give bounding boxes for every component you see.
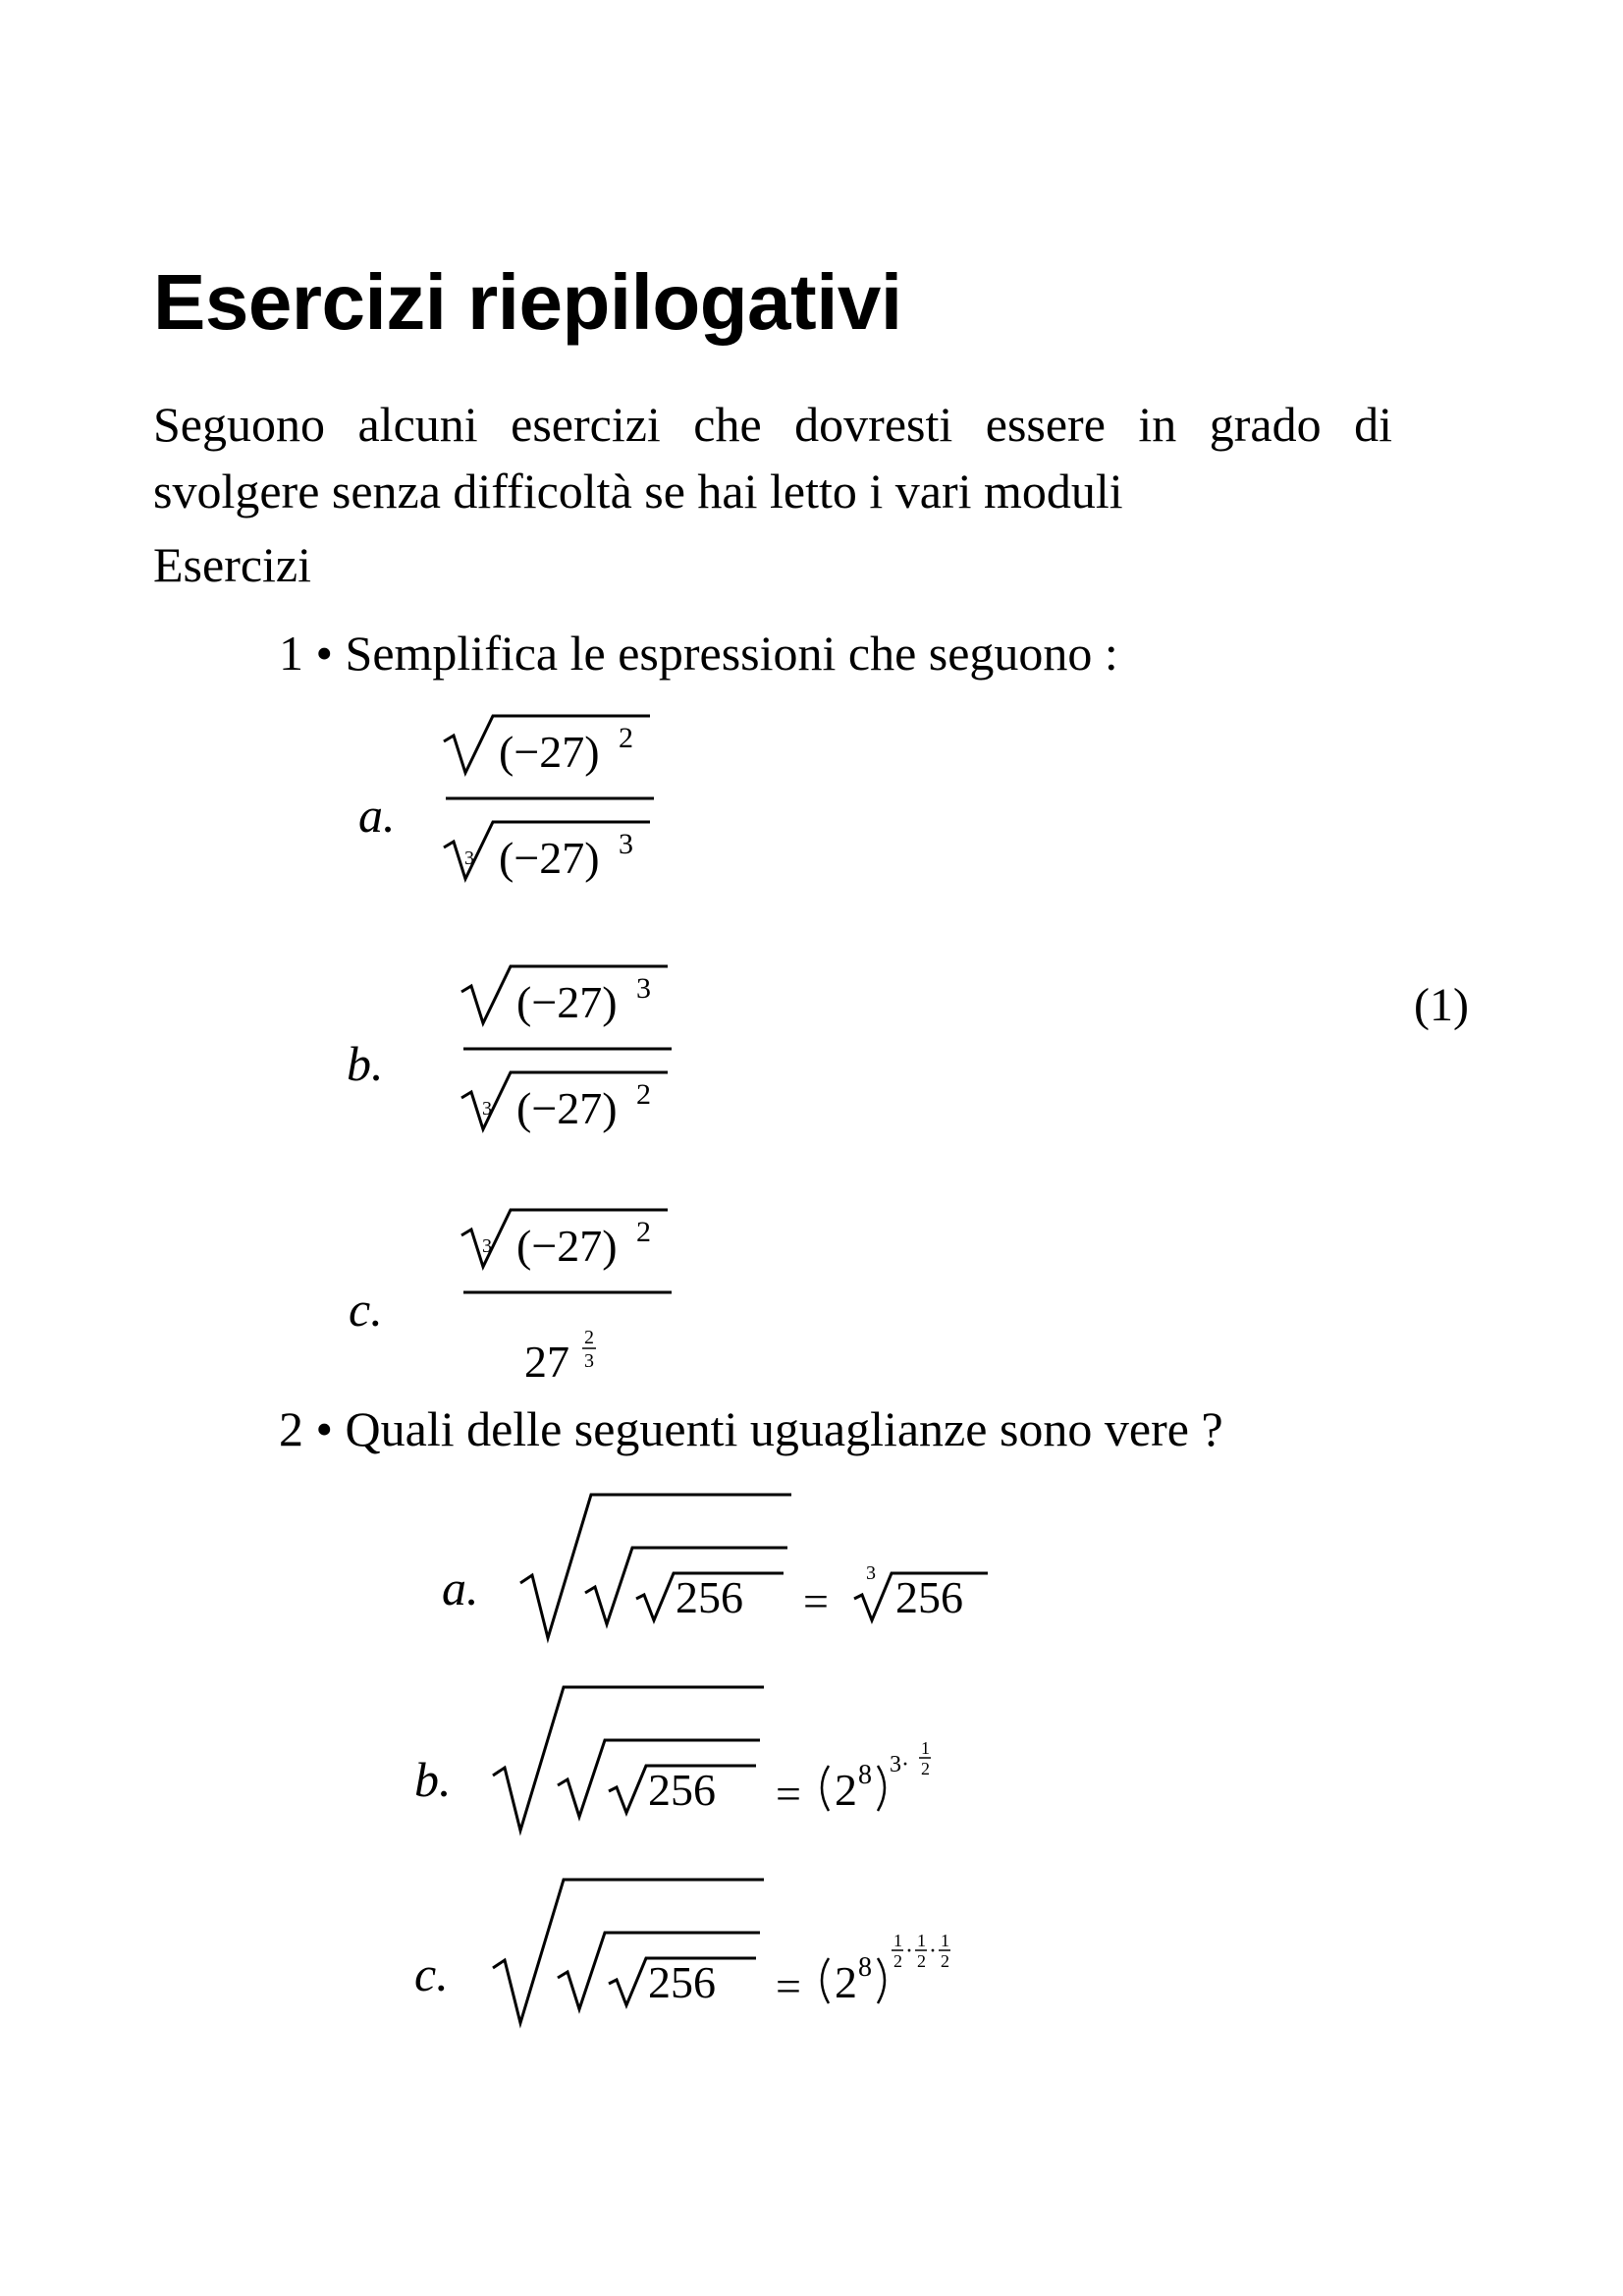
exercise-1-header — [279, 626, 1118, 681]
ex1-item-b-label: b. — [347, 1036, 384, 1091]
exercise-2-header — [279, 1401, 1223, 1456]
rhs-base-exponent: 8 — [858, 1760, 872, 1790]
rhs-base: 2 — [835, 1765, 857, 1815]
rhs-frac-2-denominator: 2 — [917, 1951, 926, 1971]
equals-sign: = — [803, 1576, 829, 1626]
rhs-frac-3-numerator: 1 — [941, 1931, 949, 1950]
rhs-frac-1-numerator: 1 — [893, 1931, 902, 1950]
numerator-exponent: 2 — [619, 722, 633, 754]
ex2-item-c-label: c. — [414, 1946, 449, 2001]
rhs-frac-2-numerator: 1 — [917, 1931, 926, 1950]
denominator-exponent: 2 — [636, 1078, 651, 1111]
rhs-dot-1: · — [905, 1939, 913, 1964]
radicand: 256 — [648, 1765, 716, 1815]
ex1-item-a-label: a. — [358, 788, 396, 843]
rhs-exponent-factor: 3· — [890, 1752, 909, 1777]
rhs-exp-frac-numerator: 1 — [921, 1738, 930, 1758]
numerator-exponent: 2 — [636, 1216, 651, 1248]
denominator-expression: (−27) — [499, 833, 600, 883]
exercise-2-text: Quali delle seguenti uguaglianze sono vere ? — [345, 1401, 1223, 1456]
right-paren — [878, 1958, 885, 2003]
ex2-item-a-equation — [511, 1483, 1001, 1650]
numerator-root-index: 3 — [482, 1235, 492, 1257]
right-paren — [878, 1766, 885, 1811]
rhs-radicand: 256 — [895, 1572, 963, 1622]
denominator-exp-numerator: 2 — [584, 1327, 594, 1348]
equals-sign: = — [776, 1769, 801, 1819]
ex1-item-a-fraction — [432, 702, 668, 918]
exercise-1-text: Semplifica le espressioni che seguono : — [345, 626, 1118, 681]
exercise-1-number: 1 • — [279, 626, 334, 681]
denominator-exponent: 3 — [619, 828, 633, 860]
rhs-exp-frac-denominator: 2 — [921, 1759, 930, 1778]
ex2-item-b-equation — [483, 1675, 994, 1842]
denominator-root-index: 3 — [464, 847, 474, 869]
rhs-base-exponent: 8 — [858, 1952, 872, 1983]
denominator-expression: (−27) — [516, 1083, 618, 1133]
rhs-frac-3-denominator: 2 — [941, 1951, 949, 1971]
rhs-frac-1-denominator: 2 — [893, 1951, 902, 1971]
ex1-item-c-label: c. — [349, 1282, 383, 1337]
equals-sign: = — [776, 1961, 801, 2011]
equation-number: (1) — [1414, 979, 1469, 1031]
ex2-item-b-label: b. — [414, 1752, 452, 1807]
numerator-expression: (−27) — [516, 977, 618, 1027]
rhs-root-index: 3 — [866, 1562, 876, 1584]
ex1-item-c-fraction — [450, 1196, 685, 1393]
denominator-base: 27 — [524, 1337, 569, 1387]
page-title: Esercizi riepilogativi — [153, 258, 902, 346]
denominator-root-index: 3 — [482, 1098, 492, 1120]
rhs-dot-2: · — [929, 1939, 937, 1964]
intro-line-1: Seguono alcuni esercizi che dovresti essere in grado di — [153, 397, 1392, 452]
left-paren — [822, 1766, 829, 1811]
intro-line-2: svolgere senza difficoltà se hai letto i vari moduli — [153, 464, 1123, 519]
radicand: 256 — [648, 1957, 716, 2007]
exercise-2-number: 2 • — [279, 1401, 334, 1456]
numerator-exponent: 3 — [636, 972, 651, 1005]
numerator-expression: (−27) — [499, 727, 600, 777]
left-paren — [822, 1958, 829, 2003]
intro-paragraph — [153, 391, 1392, 524]
ex2-item-c-equation — [483, 1868, 1013, 2035]
rhs-base: 2 — [835, 1957, 857, 2007]
radicand: 256 — [676, 1572, 743, 1622]
numerator-expression: (−27) — [516, 1221, 618, 1271]
denominator-exp-denominator: 3 — [584, 1350, 594, 1372]
ex2-item-a-label: a. — [442, 1560, 479, 1615]
section-label: Esercizi — [153, 537, 312, 592]
ex1-item-b-fraction — [450, 953, 685, 1169]
